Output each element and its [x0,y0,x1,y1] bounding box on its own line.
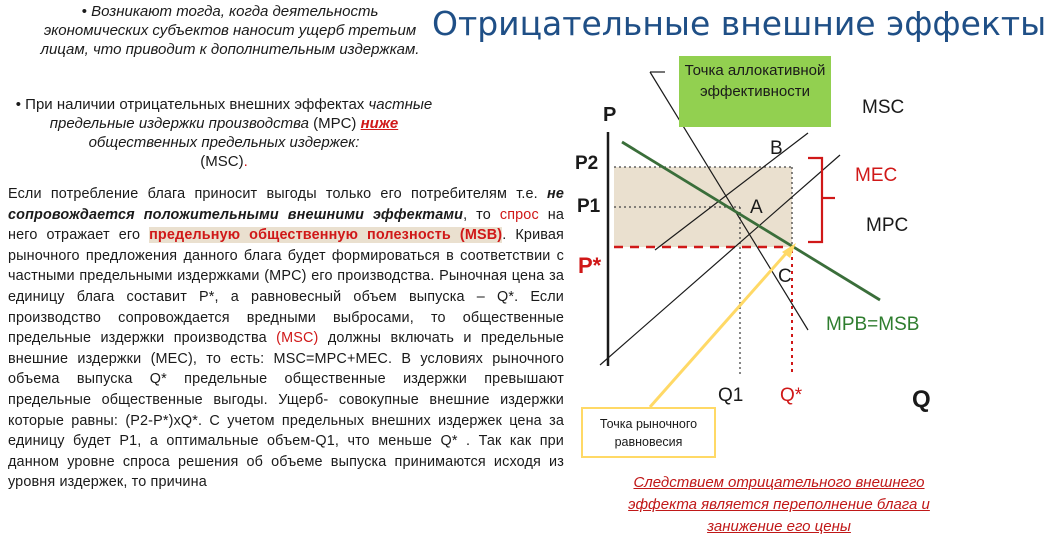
para-s8: (MSC) [276,330,319,347]
bullet2-part7: . [243,153,248,170]
p2-label: P2 [575,153,599,174]
para-s9: должны включать и предельные внешние издержки (MEC), то есть: MSC=MPC+MEC. В условиях рыночного объема выпуска Q* предельные общественные издержки превышают предельные общественные выгоды. Ущерб- совокупные внешние издержки которые равны: (P2-P*)xQ*. С учетом предельных внешних издержек цена за единицу будет P1, а оптимальные объем-Q1, что меньше Q* . Так как при данном уровне спроса решения об объеме выпуска принимаются исходя из уровня издержек, то причина [8,330,565,491]
point-c-label: C [778,266,792,287]
conclusion-text: Следствием отрицательного внешнего эффекта является переполнение блага и занижение его цены [628,474,930,535]
pstar-label: P* [578,253,602,278]
mpc-label: MPC [866,215,909,236]
msc-label: MSC [862,97,905,118]
bullet2-part5: общественных предельных издержек: [88,134,360,151]
para-s3: , то [463,206,500,223]
para-s5: на него отражает его [8,206,564,244]
bullet-definition-text: Возникают тогда, когда деятельность экономических субъектов наносит ущерб третьим лицам, что приводит к дополнительным издержкам. [40,3,420,58]
axis-p-label: P [603,104,617,126]
bullet2-part3: (MPC) [308,115,361,132]
para-s6: предельную общественную полезность (MSB) [149,227,503,244]
para-s7: . Кривая рыночного предложения данного блага будет формироваться в соответствии с частными предельными издержками (MPC) его производства. Рыночная цена за единицу блага составит P*, а равновесный объем выпуска – Q*. Если производство сопровождается вредными выбросами, то общественные предельные издержки производства [8,227,564,347]
axis-q-label: Q [912,386,931,413]
mec-label: MEC [855,165,898,186]
bullet2-part6: (MSC) [200,153,244,170]
mpb-msb-label: MPB=MSB [826,314,920,335]
point-a-label: A [750,197,763,218]
bullet-dot: • [81,3,92,20]
bullet2-part1: При наличии отрицательных внешних эффектах [25,96,369,113]
q1-label: Q1 [718,385,744,406]
para-s1: Если потребление блага приносит выгоды только его потребителям т.е. [8,186,547,202]
qstar-label: Q* [780,385,803,406]
bullet2-part2: частные предельные издержки производства [49,96,433,132]
bullet-dot: • [15,96,26,113]
market-arrow [650,249,790,407]
allocative-efficiency-box: Точка аллокативной эффективности [679,56,831,127]
para-s4: спрос [499,206,539,223]
point-b-label: B [770,138,783,159]
market-equilibrium-box: Точка рыночного равновесия [581,407,716,458]
p1-label: P1 [577,196,601,217]
slide-title: Отрицательные внешние эффекты [432,4,1046,43]
para-s2: не сопровождается положительными внешними эффектами [8,186,564,223]
mec-bracket [808,158,822,242]
bullet2-lower: ниже [360,115,399,132]
